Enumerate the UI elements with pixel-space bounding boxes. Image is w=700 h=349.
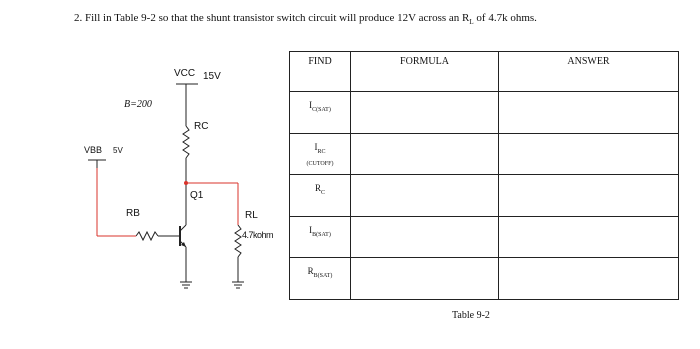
rl-resistor: [235, 225, 241, 257]
find-cell: $I_{C(SAT)}$: [290, 92, 351, 134]
find-cell: $I_{B(SAT)}$: [290, 216, 351, 258]
table-row: [290, 92, 679, 134]
table-row: [290, 133, 679, 175]
question-subscript: L: [469, 18, 474, 27]
table-row: [290, 258, 679, 300]
answer-cell[interactable]: [499, 175, 679, 217]
shunt-switch-circuit: [0, 0, 290, 320]
vbb-value: 5V: [113, 146, 123, 155]
rb-label: RB: [126, 208, 140, 219]
formula-cell[interactable]: [351, 92, 499, 134]
rl-label: RL: [245, 210, 258, 221]
table-caption: Table 9-2: [452, 310, 490, 321]
answer-cell[interactable]: [499, 92, 679, 134]
vbb-label: VBB: [84, 145, 103, 155]
table-9-2: [289, 51, 679, 300]
red-wires: [97, 168, 238, 236]
vcc-value: 15V: [203, 71, 221, 82]
table-row: [290, 216, 679, 258]
formula-cell[interactable]: [351, 258, 499, 300]
formula-cell[interactable]: [351, 133, 499, 175]
answer-cell[interactable]: [499, 216, 679, 258]
cutoff-note: (CUTOFF): [306, 160, 334, 167]
header-answer: ANSWER: [499, 52, 679, 92]
answer-cell[interactable]: [499, 258, 679, 300]
find-cell: $I_{RC}$ (CUTOFF): [290, 133, 351, 175]
table-header-row: [290, 52, 679, 92]
rb-resistor: [136, 232, 158, 240]
rc-resistor: [183, 126, 189, 158]
rl-value: 4.7kohm: [242, 230, 274, 240]
table-row: [290, 175, 679, 217]
formula-cell[interactable]: [351, 216, 499, 258]
rc-label: RC: [194, 121, 209, 132]
formula-cell[interactable]: [351, 175, 499, 217]
question-body: Fill in Table 9-2 so that the shunt transistor switch circuit will produce 12V across an R: [85, 12, 470, 24]
find-cell: $R_C$: [290, 175, 351, 217]
q1-label: Q1: [190, 190, 204, 201]
find-cell: $R_{B(SAT)}$: [290, 258, 351, 300]
header-formula: FORMULA: [351, 52, 499, 92]
vcc-label: VCC: [174, 68, 196, 79]
question-number: 2.: [74, 12, 83, 24]
question-tail: of 4.7k ohms.: [473, 12, 537, 24]
answer-cell[interactable]: [499, 133, 679, 175]
beta-label: B=200: [124, 99, 152, 110]
header-find: FIND: [290, 52, 351, 92]
collector-node: [184, 181, 188, 185]
